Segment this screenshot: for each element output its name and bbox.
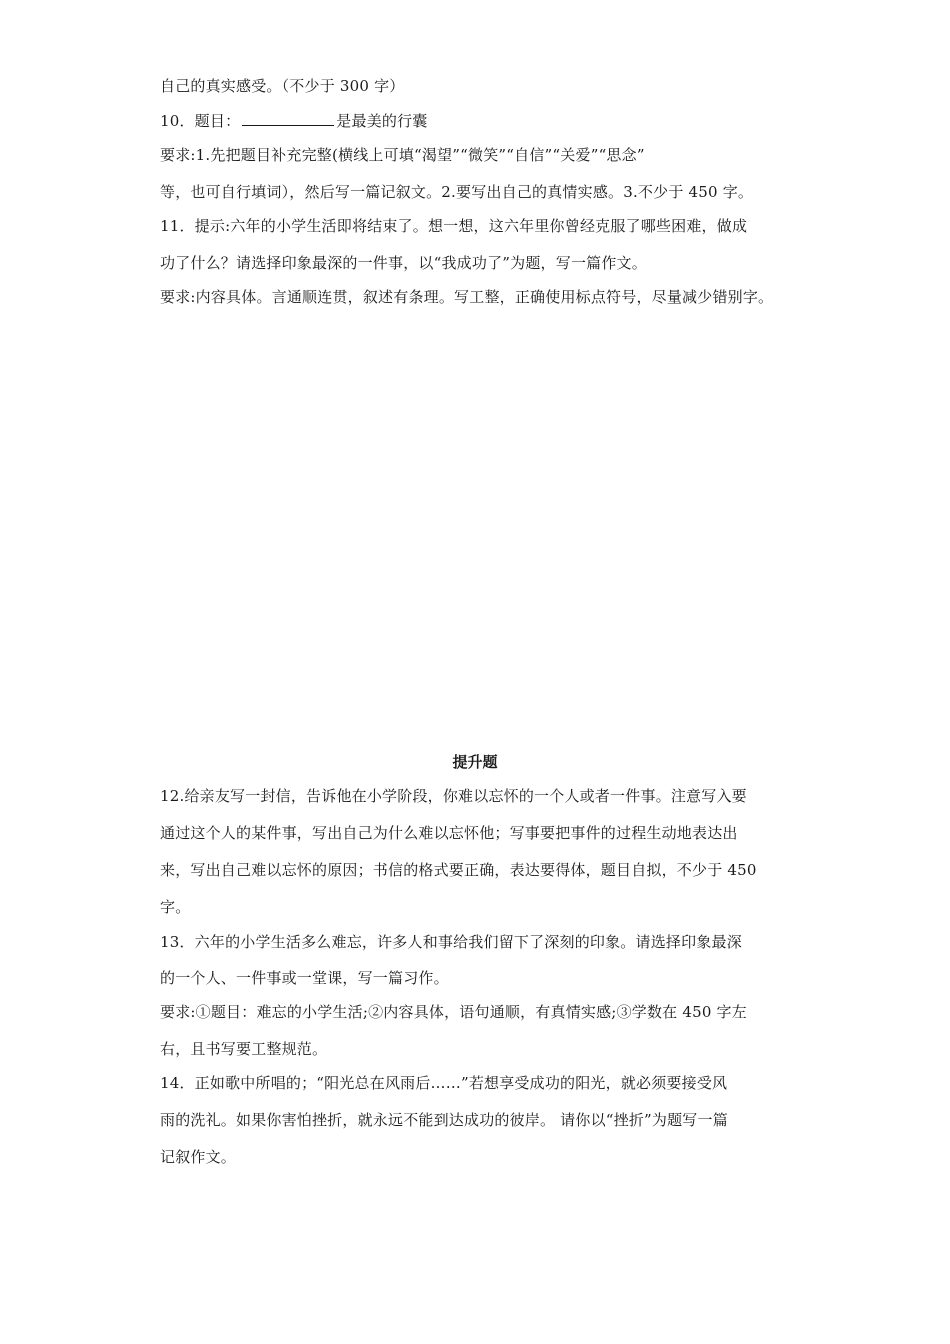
- question-11-line-1: 11．提示:六年的小学生活即将结束了。想一想，这六年里你曾经克服了哪些困难，做成: [160, 217, 748, 235]
- question-10-requirement-2: 等，也可自行填词），然后写一篇记叙文。2.要写出自己的真情实感。3.不少于 450 字。: [160, 183, 754, 201]
- question-14-line-1: 14．正如歌中所唱的；“阳光总在风雨后……”若想享受成功的阳光，就必须要接受风: [160, 1074, 728, 1092]
- question-13-line-1: 13．六年的小学生活多么难忘，许多人和事给我们留下了深刻的印象。请选择印象最深: [160, 933, 742, 951]
- question-12-line-1: 12.给亲友写一封信，告诉他在小学阶段，你难以忘怀的一个人或者一件事。注意写入要: [160, 787, 747, 805]
- question-10-requirement-1: 要求:1.先把题目补充完整(横线上可填“渴望”“微笑”“自信”“关爱”“思念”: [160, 146, 645, 164]
- question-13-line-2: 的一个人、一件事或一堂课，写一篇习作。: [160, 969, 449, 987]
- question-11-requirement: 要求:内容具体。言通顺连贯，叙述有条理。写工整，正确使用标点符号，尽量减少错别字。: [160, 288, 774, 306]
- question-13-requirement-1: 要求:①题目：难忘的小学生活;②内容具体，语句通顺，有真情实感;③学数在 450 字左: [160, 1003, 747, 1021]
- question-10-title: [160, 111, 800, 131]
- section-heading: 提升题: [452, 753, 498, 771]
- question-12-line-4: 字。: [160, 898, 191, 916]
- fill-in-blank: [242, 111, 334, 126]
- question-12-line-3: 来，写出自己难以忘怀的原因；书信的格式要正确，表达要得体，题目自拟，不少于 450: [160, 861, 757, 879]
- question-10-suffix: 是最美的行囊: [336, 112, 428, 130]
- question-11-line-2: 功了什么？请选择印象最深的一件事，以“我成功了”为题，写一篇作文。: [160, 254, 647, 272]
- question-14-line-2: 雨的洗礼。如果你害怕挫折，就永远不能到达成功的彼岸。 请你以“挫折”为题写一篇: [160, 1111, 728, 1129]
- question-13-requirement-2: 右，且书写要工整规范。: [160, 1040, 328, 1058]
- question-10-prefix: 10．题目：: [160, 112, 241, 130]
- question-12-line-2: 通过这个人的某件事，写出自己为什么难以忘怀他；写事要把事件的过程生动地表达出: [160, 824, 738, 842]
- text-line-intro: 自己的真实感受。（不少于 300 字）: [160, 77, 405, 95]
- question-14-line-3: 记叙作文。: [160, 1148, 237, 1166]
